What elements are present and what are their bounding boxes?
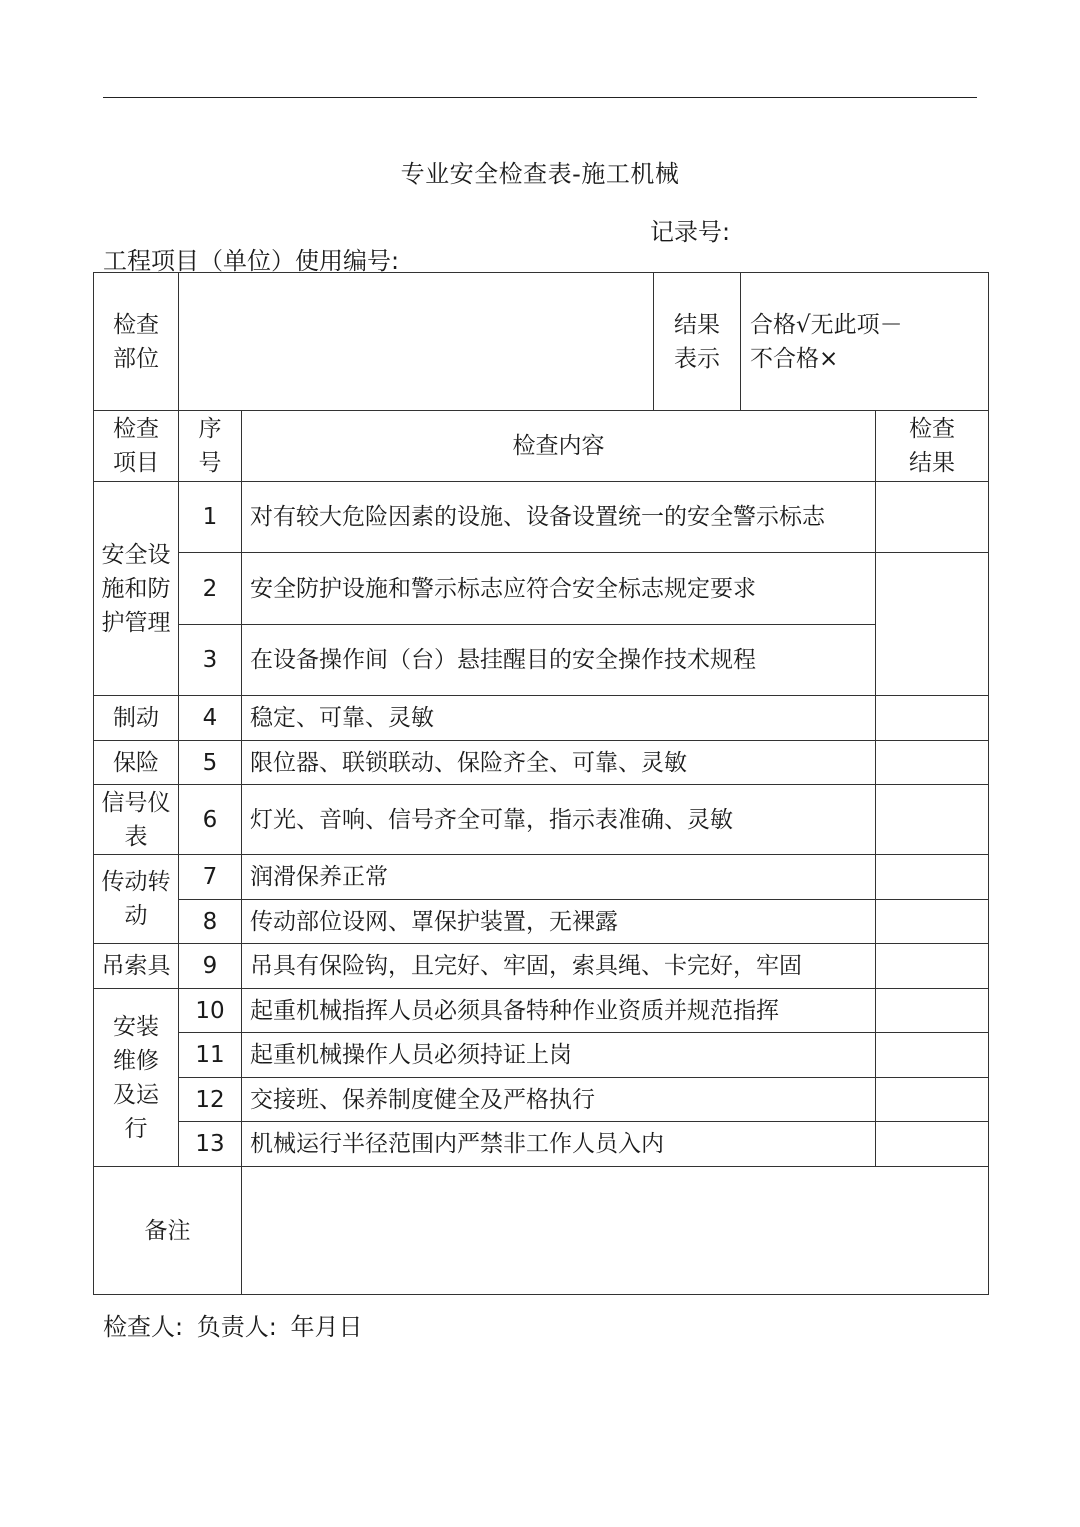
page-title: 专业安全检查表-施工机械 bbox=[400, 160, 680, 188]
row-seq: 6 bbox=[179, 785, 242, 855]
location-value-cell[interactable] bbox=[179, 273, 654, 411]
row-content: 润滑保养正常 bbox=[242, 855, 876, 900]
table-row bbox=[94, 741, 989, 785]
row-content: 机械运行半径范围内严禁非工作人员入内 bbox=[242, 1122, 876, 1167]
header-rule bbox=[103, 97, 977, 98]
inspection-table bbox=[93, 272, 989, 1295]
group-signal-instruments: 信号仪表 bbox=[94, 785, 179, 855]
row-result-cell[interactable] bbox=[876, 1078, 989, 1122]
table-row bbox=[94, 785, 989, 855]
row-seq: 3 bbox=[179, 625, 242, 696]
col-header-content: 检查内容 bbox=[242, 411, 876, 482]
remarks-value-cell[interactable] bbox=[242, 1167, 989, 1295]
table-row bbox=[94, 900, 989, 944]
row-result-cell[interactable] bbox=[876, 553, 989, 696]
row-content: 稳定、可靠、灵敏 bbox=[242, 696, 876, 741]
table-row bbox=[94, 482, 989, 553]
row-result-cell[interactable] bbox=[876, 944, 989, 989]
result-legend-line1: 合格√无此项－ bbox=[750, 311, 903, 338]
col-header-result: 检查结果 bbox=[876, 411, 989, 482]
row-content: 在设备操作间（台）悬挂醒目的安全操作技术规程 bbox=[242, 625, 876, 696]
row-result-cell[interactable] bbox=[876, 785, 989, 855]
row-content: 灯光、音响、信号齐全可靠，指示表准确、灵敏 bbox=[242, 785, 876, 855]
row-seq: 8 bbox=[179, 900, 242, 944]
row-result-cell[interactable] bbox=[876, 1033, 989, 1078]
table-row bbox=[94, 855, 989, 900]
group-safety-facilities: 安全设施和防护管理 bbox=[94, 482, 179, 696]
col-header-item: 检查项目 bbox=[94, 411, 179, 482]
table-row bbox=[94, 553, 989, 625]
date-label: 年月日 bbox=[290, 1313, 363, 1341]
group-braking: 制动 bbox=[94, 696, 179, 741]
result-legend bbox=[741, 273, 989, 411]
result-legend-label: 结果表示 bbox=[654, 273, 741, 411]
location-label: 检查部位 bbox=[94, 273, 179, 411]
row-content: 吊具有保险钩，且完好、牢固，索具绳、卡完好，牢固 bbox=[242, 944, 876, 989]
table-row bbox=[94, 625, 989, 696]
row-seq: 12 bbox=[179, 1078, 242, 1122]
result-legend-line2: 不合格× bbox=[750, 345, 839, 372]
table-row bbox=[94, 1033, 989, 1078]
row-content: 交接班、保养制度健全及严格执行 bbox=[242, 1078, 876, 1122]
remarks-label: 备注 bbox=[94, 1167, 242, 1295]
row-result-cell[interactable] bbox=[876, 741, 989, 785]
row-seq: 2 bbox=[179, 553, 242, 625]
row-content: 传动部位设网、罩保护装置，无裸露 bbox=[242, 900, 876, 944]
group-safety-devices: 保险 bbox=[94, 741, 179, 785]
table-row bbox=[94, 1122, 989, 1167]
project-label: 工程项目（单位）使用编号: bbox=[103, 247, 400, 275]
record-number-label: 记录号: bbox=[650, 218, 731, 246]
table-row bbox=[94, 944, 989, 989]
row-seq: 13 bbox=[179, 1122, 242, 1167]
row-result-cell[interactable] bbox=[876, 696, 989, 741]
table-row bbox=[94, 696, 989, 741]
row-content: 起重机械指挥人员必须具备特种作业资质并规范指挥 bbox=[242, 989, 876, 1033]
row-result-cell[interactable] bbox=[876, 1122, 989, 1167]
row-seq: 1 bbox=[179, 482, 242, 553]
table-row bbox=[94, 989, 989, 1033]
table-row bbox=[94, 1078, 989, 1122]
row-seq: 11 bbox=[179, 1033, 242, 1078]
signature-footer bbox=[103, 1307, 368, 1342]
row-content: 起重机械操作人员必须持证上岗 bbox=[242, 1033, 876, 1078]
group-lifting-gear: 吊索具 bbox=[94, 944, 179, 989]
location-row bbox=[94, 273, 989, 411]
inspector-label: 检查人: bbox=[103, 1313, 184, 1341]
column-header-row bbox=[94, 411, 989, 482]
group-transmission: 传动转动 bbox=[94, 855, 179, 944]
row-content: 限位器、联锁联动、保险齐全、可靠、灵敏 bbox=[242, 741, 876, 785]
row-content: 对有较大危险因素的设施、设备设置统一的安全警示标志 bbox=[242, 482, 876, 553]
row-result-cell[interactable] bbox=[876, 989, 989, 1033]
row-seq: 5 bbox=[179, 741, 242, 785]
group-installation: 安装维修及运行 bbox=[94, 989, 179, 1167]
row-result-cell[interactable] bbox=[876, 900, 989, 944]
row-seq: 7 bbox=[179, 855, 242, 900]
row-seq: 10 bbox=[179, 989, 242, 1033]
row-result-cell[interactable] bbox=[876, 482, 989, 553]
col-header-seq: 序号 bbox=[179, 411, 242, 482]
row-seq: 9 bbox=[179, 944, 242, 989]
row-seq: 4 bbox=[179, 696, 242, 741]
remarks-row bbox=[94, 1167, 989, 1295]
responsible-label: 负责人: bbox=[196, 1313, 277, 1341]
row-result-cell[interactable] bbox=[876, 855, 989, 900]
row-content: 安全防护设施和警示标志应符合安全标志规定要求 bbox=[242, 553, 876, 625]
